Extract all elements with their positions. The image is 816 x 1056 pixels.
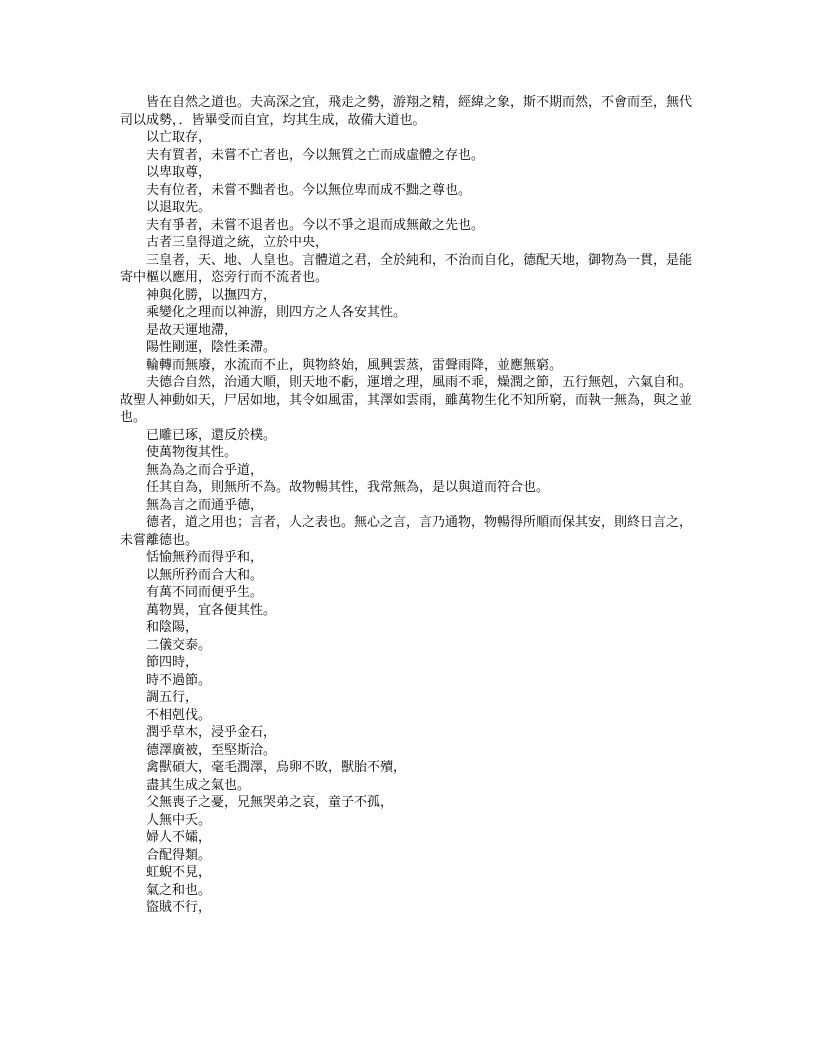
paragraph: 三皇者，天、地、人皇也。言體道之君，全於純和，不治而自化，德配天地，御物為一貫，是能寄中樞以應用，恣旁行而不流者也。 [120, 252, 693, 285]
paragraph: 和陰陽， [146, 620, 199, 635]
paragraph: 無為言之而通乎德， [146, 497, 264, 513]
paragraph: 人無中夭。 [146, 812, 212, 828]
paragraph: 是故天運地滯， [146, 322, 238, 338]
paragraph: 神與化勝，以撫四方， [146, 287, 277, 303]
paragraph: 無為為之而合乎道， [146, 462, 264, 478]
paragraph: 夫有位者，未嘗不黜者也。今以無位卑而成不黜之尊也。 [146, 182, 472, 198]
paragraph: 乘變化之理而以神游，則四方之人各安其性。 [146, 305, 407, 320]
paragraph: 時不過節。 [146, 672, 212, 688]
paragraph: 禽獸碩大，毫毛潤澤，烏卵不敗，獸胎不殰， [146, 760, 407, 775]
paragraph: 德澤廣被，至堅斯洽。 [146, 742, 277, 758]
paragraph: 二儀交泰。 [146, 637, 212, 653]
paragraph: 父無喪子之憂，兄無哭弟之哀，童子不孤， [146, 795, 394, 810]
paragraph: 夫德合自然，治通大順，則天地不虧，運增之理，風雨不乖，燥潤之節，五行無剋，六氣自和。故聖人神動如天，尸居如地，其令如風雷，其澤如雲雨，雖萬物生化不知所窮，而執一無為，與之並也。 [120, 375, 693, 425]
paragraph: 以無所矜而合大和。 [146, 567, 264, 583]
paragraph: 以退取先。 [146, 200, 212, 215]
paragraph: 不相剋伐。 [146, 707, 212, 723]
paragraph: 氣之和也。 [146, 882, 212, 898]
paragraph: 古者三皇得道之統，立於中央， [146, 235, 329, 250]
paragraph: 盜賊不行， [146, 900, 212, 915]
paragraph: 盡其生成之氣也。 [146, 777, 251, 793]
paragraph: 虹蜺不見， [146, 865, 212, 880]
paragraph: 潤乎草木，浸乎金石， [146, 725, 277, 740]
paragraph: 有萬不同而便乎生。 [146, 585, 264, 600]
paragraph: 皆在自然之道也。夫高深之宜，飛走之勢，游翔之精，經緯之象，斯不期而然，不會而至，無代司以成勢，．皆畢受而自宜，均其生成，故備大道也。 [120, 95, 693, 128]
paragraph: 已雕已琢，還反於樸。 [146, 427, 277, 443]
paragraph: 以亡取存， [146, 130, 212, 145]
paragraph: 恬愉無矜而得乎和， [146, 550, 264, 565]
paragraph: 夫有爭者，未嘗不退者也。今以不爭之退而成無敵之先也。 [146, 217, 485, 233]
paragraph: 節四時， [146, 655, 199, 670]
paragraph: 陽性剛運，陰性柔滯。 [146, 340, 277, 355]
body-text [120, 94, 696, 917]
paragraph: 德者，道之用也；言者，人之表也。無心之言，言乃通物，物暢得所順而保其安，則終日言之，未嘗離德也。 [120, 515, 693, 548]
paragraph: 輪轉而無廢，水流而不止，與物終始，風興雲蒸，雷聲雨降，並應無窮。 [146, 357, 563, 373]
paragraph: 使萬物復其性。 [146, 445, 238, 460]
paragraph: 調五行， [146, 690, 199, 705]
paragraph: 任其自為，則無所不為。故物暢其性，我常無為，是以與道而符合也。 [146, 480, 550, 495]
paragraph: 夫有質者，未嘗不亡者也，今以無質之亡而成虛體之存也。 [146, 147, 485, 163]
paragraph: 以卑取尊， [146, 165, 212, 180]
paragraph: 婦人不孀， [146, 830, 212, 845]
paragraph: 萬物異，宜各便其性。 [146, 602, 277, 618]
paragraph: 合配得類。 [146, 847, 212, 863]
